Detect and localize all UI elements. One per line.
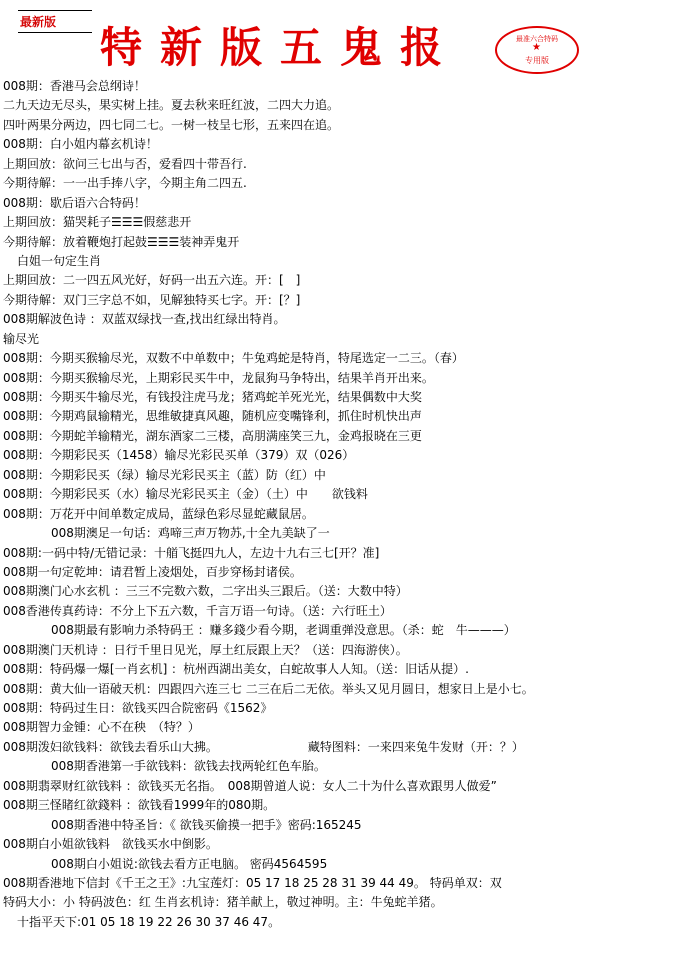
text-line: 二九天边无尽头，果实树上挂。夏去秋来旺红波，二四大力追。 [3, 98, 340, 113]
text-line: 008期一句定乾坤：请君暂上凌烟处，百步穿杨封诸侯。 [3, 564, 302, 579]
text-line: 008期：万花开中间单数定成局，蓝绿色彩尽显蛇藏鼠居。 [3, 506, 314, 521]
text-line: 008期：特码爆一爆[一肖玄机] ：杭州西湖出美女，白蛇故事人人知。（送：旧话从提）. [3, 662, 469, 677]
text-line: 008期白小姐欲钱料 欲钱买水中倒影。 [3, 837, 218, 852]
text-line: 008期:一码中特/无错记录：十艏飞挺四九人，左边十九右三七[开？准] [3, 545, 380, 560]
text-line: 008期香港中特圣旨：《 欲钱买偷摸一把手》密码:165245 [51, 817, 362, 832]
text-line: 008期最有影响力杀特码王 ：赚多錢少看今期，老调重弹没意思。（杀：蛇 牛———） [51, 623, 516, 638]
text-line: 008期：今期蛇羊输精光，湖东酒家二三楼，高朋满座笑三九，金鸡报晓在三更 [3, 428, 422, 443]
seal-top-text: 最准六合特码 [516, 35, 558, 43]
text-line: 008期：今期买猴输尽光，上期彩民买牛中，龙鼠狗马争特出，结果羊肖开出来。 [3, 370, 434, 385]
text-line: 008期：今期彩民买（水）输尽光彩民买主（金）（土）中 欲钱料 [3, 487, 368, 502]
text-line: 008期香港第一手欲钱料：欲钱去找两轮红色车胎。 [51, 759, 326, 774]
text-line: 008期：今期鸡鼠输精光，思维敏捷真风趣，随机应变嘴锋利，抓住时机快出声 [3, 409, 422, 424]
text-line: 008期：今期彩民买（1458）输尽光彩民买单（379）双（026） [3, 448, 355, 463]
text-line: 今期待解：双门三字总不如，见解独特买七字。开：[？] [3, 292, 301, 307]
text-line: 008期：今期彩民买（绿）输尽光彩民买主（蓝）防（红）中 [3, 467, 326, 482]
text-line: 上期回放：猫哭耗子☰☰☰假慈悲开 [3, 215, 192, 230]
text-line: 四叶两果分两边，四七同二七。一树一枝呈七形，五来四在追。 [3, 117, 340, 132]
text-line: 008期：歇后语六合特码！ [3, 195, 146, 210]
text-line: 008期：香港马会总纲诗！ [3, 79, 146, 93]
text-line: 008期三怪睹红欲錢料 ：欲钱看1999年的080期。 [3, 798, 276, 813]
text-line: 008期白小姐说:欲钱去看方正电脑。 密码4564595 [51, 856, 328, 871]
seal-stamp [495, 26, 579, 74]
text-line: 输尽光 [3, 331, 40, 346]
text-line: 上期回放：二一四五风光好，好码一出五六连。开：[ ] [3, 273, 301, 288]
text-line: 特码大小：小 特码波色：红 生肖玄机诗：猪羊献上，敬过神明。主：牛兔蛇羊猪。 [3, 895, 443, 910]
text-line: 008期：特码过生日：欲钱买四合院密码《1562》 [3, 701, 273, 715]
text-line: 008期：今期买牛输尽光，有钱投注虎马龙；猪鸡蛇羊死光光，结果偶数中大奖 [3, 390, 422, 404]
text-line: 008期：白小姐内幕玄机诗！ [3, 137, 158, 152]
text-line: 008期：黄大仙一语破天机：四跟四六连三七 二三在后二无依。举头又见月圆日，想家日上是小七。 [3, 681, 534, 696]
text-line: 008期翡翠财红欲钱料 ：欲钱买无名指。 008期曾道人说：女人二十为什么喜欢跟男人做爱” [3, 778, 497, 793]
star-icon: ★ [532, 42, 541, 53]
article-body [3, 77, 687, 932]
text-line: 008香港传真药诗：不分上下五六数，千言万语一句诗。（送：六行旺土） [3, 603, 392, 618]
text-line: 008期：今期买猴输尽光，双数不中单数中；牛兔鸡蛇是特肖，特尾选定一二三。（春） [3, 351, 464, 366]
text-line: 008期解波色诗 ：双蓝双绿找一查,找出红绿出特肖。 [3, 312, 286, 327]
text-line: 今期待解：一一出手捧八字，今期主角二四五. [3, 176, 247, 191]
text-line: 白姐一句定生肖 [17, 253, 102, 268]
text-line: 008期香港地下信封《千王之王》:九宝莲灯：05 17 18 25 28 31 39 44 49。 特码单双：双 [3, 875, 502, 890]
text-line: 008期澳门心水玄机 ：三三不完数六数，二字出头三跟后。（送：大数中特） [3, 584, 408, 599]
version-badge: 最新版 [18, 10, 92, 33]
text-line: 十指平天下:01 05 18 19 22 26 30 37 46 47。 [17, 914, 281, 929]
text-line: 今期待解：放着鞭炮打起鼓☰☰☰装神弄鬼开 [3, 234, 240, 249]
text-line: 008期泼妇欲钱料：欲钱去看乐山大拂。 藏特图料：一来四来兔牛发财（开：？） [3, 739, 524, 754]
text-line: 008期澳足一句话：鸡啼三声万物苏,十全九美缺了一 [51, 526, 330, 541]
text-line: 008期澳门天机诗 ：日行千里日见光，厚土红辰跟上天？（送：四海游侠）。 [3, 642, 408, 657]
text-line: 上期回放：欲问三七出与否，爱看四十带吾行. [3, 156, 247, 171]
page-title: 特新版五鬼报 [100, 23, 461, 72]
seal-bottom-text: 专用版 [525, 56, 549, 65]
text-line: 008期智力金锺：心不在秧 （特？） [3, 720, 200, 735]
